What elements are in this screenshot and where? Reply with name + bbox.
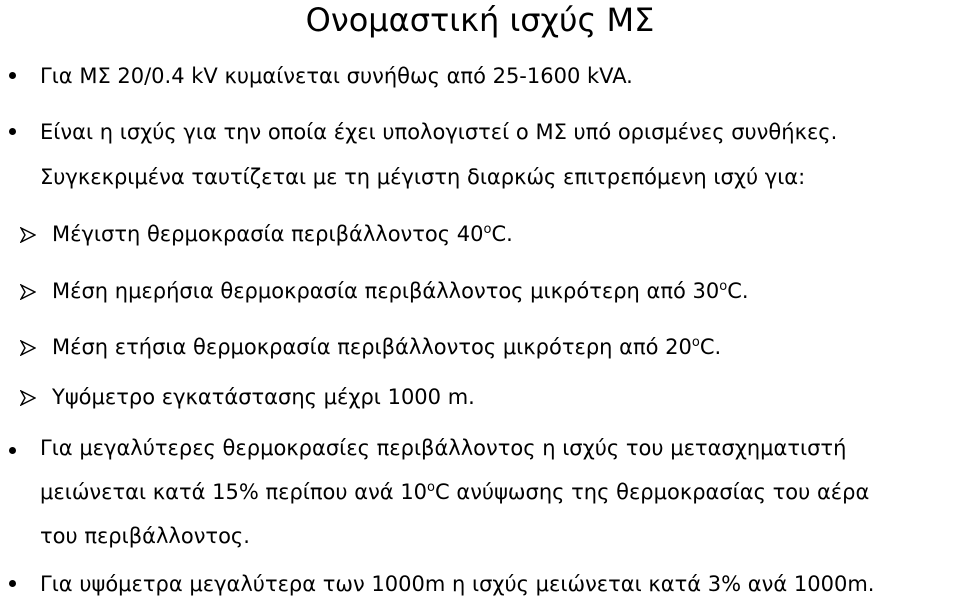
sub-item-daily-temp bbox=[52, 277, 749, 305]
bullet-dot bbox=[9, 72, 16, 79]
derating-text: μειώνεται κατά 15% περίπου ανά 10 bbox=[40, 480, 428, 504]
arrow-bullet-icon bbox=[20, 284, 36, 300]
degree-sup: ο bbox=[691, 335, 700, 350]
derating-text-cont: C ανύψωσης της θερμοκρασίας του αέρα bbox=[435, 480, 870, 504]
sub-item-max-temp bbox=[52, 220, 513, 248]
sub-item-annual-temp bbox=[52, 333, 721, 361]
sub-item-altitude: Υψόμετρο εγκατάστασης μέχρι 1000 m. bbox=[52, 385, 475, 409]
bullet-text-kva-range: Για ΜΣ 20/0.4 kV κυμαίνεται συνήθως από 25-1600 kVA. bbox=[40, 64, 633, 88]
bullet-dot bbox=[9, 447, 16, 454]
sub-item-max-temp-text: Μέγιστη θερμοκρασία περιβάλλοντος 40 bbox=[52, 222, 484, 246]
slide-title: Ονομαστική ισχύς ΜΣ bbox=[305, 1, 655, 39]
bullet-dot bbox=[9, 580, 16, 587]
unit-celsius: C. bbox=[699, 335, 722, 359]
bullet-text-definition: Είναι η ισχύς για την οποία έχει υπολογιστεί ο ΜΣ υπό ορισμένες συνθήκες. bbox=[40, 120, 838, 144]
bullet-dot bbox=[9, 128, 16, 135]
arrow-bullet-icon bbox=[20, 227, 36, 243]
unit-celsius: C. bbox=[491, 222, 513, 246]
arrow-bullet-icon bbox=[20, 390, 36, 406]
bullet-text-high-temp: Για μεγαλύτερες θερμοκρασίες περιβάλλοντος η ισχύς του μετασχηματιστή bbox=[40, 436, 847, 460]
sub-item-daily-temp-text: Μέση ημερήσια θερμοκρασία περιβάλλοντος μικρότερη από 30 bbox=[52, 279, 720, 303]
degree-sup: ο bbox=[483, 222, 492, 237]
slide-title-wrap bbox=[0, 0, 960, 44]
degree-sup: ο bbox=[719, 279, 728, 294]
bullet-text-high-temp-cont bbox=[40, 478, 869, 506]
bullet-text-high-temp-end: του περιβάλλοντος. bbox=[40, 524, 250, 548]
unit-celsius: C. bbox=[727, 279, 749, 303]
sub-item-annual-temp-text: Μέση ετήσια θερμοκρασία περιβάλλοντος μικρότερη από 20 bbox=[52, 335, 692, 359]
arrow-bullet-icon bbox=[20, 340, 36, 356]
bullet-text-definition-cont: Συγκεκριμένα ταυτίζεται με τη μέγιστη διαρκώς επιτρεπόμενη ισχύ για: bbox=[40, 165, 806, 189]
degree-sup: ο bbox=[427, 480, 436, 495]
bullet-text-altitude-derating: Για υψόμετρα μεγαλύτερα των 1000m η ισχύς μειώνεται κατά 3% ανά 1000m. bbox=[40, 572, 875, 596]
